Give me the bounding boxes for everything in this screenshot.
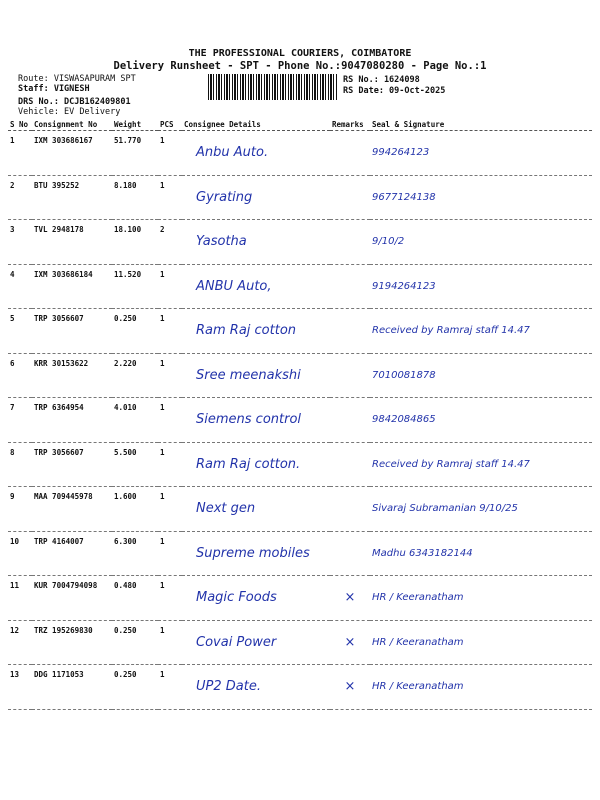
signature-cell: Madhu 6343182144 bbox=[370, 531, 592, 576]
drs-info: DRS No.: DCJB162409801 bbox=[18, 97, 131, 107]
remarks-cell bbox=[330, 531, 370, 576]
pcs-cell: 1 bbox=[158, 442, 182, 487]
weight-cell: 0.250 bbox=[112, 620, 158, 665]
table-row bbox=[8, 531, 592, 576]
vehicle-info: Vehicle: EV Delivery bbox=[18, 107, 121, 117]
table-row bbox=[8, 487, 592, 532]
table-row bbox=[8, 131, 592, 176]
consignee-cell: Anbu Auto. bbox=[182, 131, 330, 176]
consignment-cell: TVL 2948178 bbox=[32, 220, 112, 265]
document-title: THE PROFESSIONAL COURIERS, COIMBATORE bbox=[188, 48, 412, 59]
signature-cell: 9/10/2 bbox=[370, 220, 592, 265]
consignee-cell: Magic Foods bbox=[182, 576, 330, 621]
barcode bbox=[208, 74, 338, 100]
consignment-cell: TRZ 195269830 bbox=[32, 620, 112, 665]
pcs-cell: 1 bbox=[158, 620, 182, 665]
pcs-cell: 1 bbox=[158, 576, 182, 621]
runsheet-table bbox=[8, 118, 592, 710]
sno-cell: 6 bbox=[8, 353, 32, 398]
remarks-cell: × bbox=[330, 576, 370, 621]
consignee-cell: Sree meenakshi bbox=[182, 353, 330, 398]
signature-cell: 994264123 bbox=[370, 131, 592, 176]
table-row bbox=[8, 665, 592, 710]
col-consignee: Consignee Details bbox=[182, 118, 330, 131]
consignee-cell: UP2 Date. bbox=[182, 665, 330, 710]
weight-cell: 0.250 bbox=[112, 309, 158, 354]
sno-cell: 11 bbox=[8, 576, 32, 621]
consignment-cell: MAA 709445978 bbox=[32, 487, 112, 532]
consignment-cell: TRP 3056607 bbox=[32, 309, 112, 354]
signature-cell: 9194264123 bbox=[370, 264, 592, 309]
sno-cell: 10 bbox=[8, 531, 32, 576]
remarks-cell bbox=[330, 264, 370, 309]
sno-cell: 12 bbox=[8, 620, 32, 665]
consignee-cell: Siemens control bbox=[182, 398, 330, 443]
table-row bbox=[8, 309, 592, 354]
weight-cell: 18.100 bbox=[112, 220, 158, 265]
table-row bbox=[8, 442, 592, 487]
consignment-cell: TRP 3056607 bbox=[32, 442, 112, 487]
table-header-row bbox=[8, 118, 592, 131]
remarks-cell bbox=[330, 175, 370, 220]
signature-cell: 7010081878 bbox=[370, 353, 592, 398]
consignment-cell: TRP 4164007 bbox=[32, 531, 112, 576]
col-pcs: PCS bbox=[158, 118, 182, 131]
signature-cell: HR / Keeranatham bbox=[370, 620, 592, 665]
consignee-cell: Yasotha bbox=[182, 220, 330, 265]
consignment-cell: KRR 30153622 bbox=[32, 353, 112, 398]
consignee-cell: Covai Power bbox=[182, 620, 330, 665]
sno-cell: 3 bbox=[8, 220, 32, 265]
weight-cell: 11.520 bbox=[112, 264, 158, 309]
sno-cell: 5 bbox=[8, 309, 32, 354]
pcs-cell: 1 bbox=[158, 131, 182, 176]
remarks-cell bbox=[330, 398, 370, 443]
consignment-cell: BTU 395252 bbox=[32, 175, 112, 220]
sno-cell: 9 bbox=[8, 487, 32, 532]
rs-number: RS No.: 1624098 bbox=[343, 75, 420, 85]
weight-cell: 5.500 bbox=[112, 442, 158, 487]
table-row bbox=[8, 264, 592, 309]
table-row bbox=[8, 220, 592, 265]
table-row bbox=[8, 576, 592, 621]
remarks-cell bbox=[330, 309, 370, 354]
signature-cell: Received by Ramraj staff 14.47 bbox=[370, 442, 592, 487]
consignee-cell: ANBU Auto, bbox=[182, 264, 330, 309]
remarks-cell bbox=[330, 487, 370, 532]
pcs-cell: 1 bbox=[158, 398, 182, 443]
table-row bbox=[8, 398, 592, 443]
sno-cell: 1 bbox=[8, 131, 32, 176]
sno-cell: 2 bbox=[8, 175, 32, 220]
weight-cell: 4.010 bbox=[112, 398, 158, 443]
signature-cell: Received by Ramraj staff 14.47 bbox=[370, 309, 592, 354]
remarks-cell: × bbox=[330, 665, 370, 710]
consignee-cell: Ram Raj cotton. bbox=[182, 442, 330, 487]
consignee-cell: Ram Raj cotton bbox=[182, 309, 330, 354]
table-row bbox=[8, 175, 592, 220]
document-subtitle: Delivery Runsheet - SPT - Phone No.:9047080280 - Page No.:1 bbox=[113, 60, 487, 72]
weight-cell: 2.220 bbox=[112, 353, 158, 398]
remarks-cell: × bbox=[330, 620, 370, 665]
remarks-cell bbox=[330, 220, 370, 265]
weight-cell: 6.300 bbox=[112, 531, 158, 576]
signature-cell: HR / Keeranatham bbox=[370, 576, 592, 621]
pcs-cell: 1 bbox=[158, 665, 182, 710]
sno-cell: 8 bbox=[8, 442, 32, 487]
signature-cell: 9677124138 bbox=[370, 175, 592, 220]
consignment-cell: TRP 6364954 bbox=[32, 398, 112, 443]
pcs-cell: 1 bbox=[158, 487, 182, 532]
pcs-cell: 1 bbox=[158, 353, 182, 398]
signature-cell: Sivaraj Subramanian 9/10/25 bbox=[370, 487, 592, 532]
staff-info: Staff: VIGNESH bbox=[18, 84, 90, 94]
route-info: Route: VISWASAPURAM SPT bbox=[18, 74, 136, 84]
remarks-cell bbox=[330, 442, 370, 487]
pcs-cell: 1 bbox=[158, 309, 182, 354]
weight-cell: 51.770 bbox=[112, 131, 158, 176]
sno-cell: 13 bbox=[8, 665, 32, 710]
col-remarks: Remarks bbox=[330, 118, 370, 131]
sno-cell: 7 bbox=[8, 398, 32, 443]
table-row bbox=[8, 620, 592, 665]
col-signature: Seal & Signature bbox=[370, 118, 592, 131]
pcs-cell: 1 bbox=[158, 175, 182, 220]
signature-cell: HR / Keeranatham bbox=[370, 665, 592, 710]
table-row bbox=[8, 353, 592, 398]
signature-cell: 9842084865 bbox=[370, 398, 592, 443]
pcs-cell: 2 bbox=[158, 220, 182, 265]
pcs-cell: 1 bbox=[158, 264, 182, 309]
weight-cell: 8.180 bbox=[112, 175, 158, 220]
consignee-cell: Supreme mobiles bbox=[182, 531, 330, 576]
weight-cell: 1.600 bbox=[112, 487, 158, 532]
consignment-cell: IXM 303686167 bbox=[32, 131, 112, 176]
consignee-cell: Gyrating bbox=[182, 175, 330, 220]
weight-cell: 0.250 bbox=[112, 665, 158, 710]
sno-cell: 4 bbox=[8, 264, 32, 309]
col-weight: Weight bbox=[112, 118, 158, 131]
consignment-cell: IXM 303686184 bbox=[32, 264, 112, 309]
consignee-cell: Next gen bbox=[182, 487, 330, 532]
consignment-cell: DDG 1171053 bbox=[32, 665, 112, 710]
remarks-cell bbox=[330, 353, 370, 398]
remarks-cell bbox=[330, 131, 370, 176]
weight-cell: 0.480 bbox=[112, 576, 158, 621]
consignment-cell: KUR 7004794098 bbox=[32, 576, 112, 621]
col-consignment: Consignment No bbox=[32, 118, 112, 131]
rs-date: RS Date: 09-Oct-2025 bbox=[343, 86, 446, 96]
pcs-cell: 1 bbox=[158, 531, 182, 576]
col-sno: S No bbox=[8, 118, 32, 131]
